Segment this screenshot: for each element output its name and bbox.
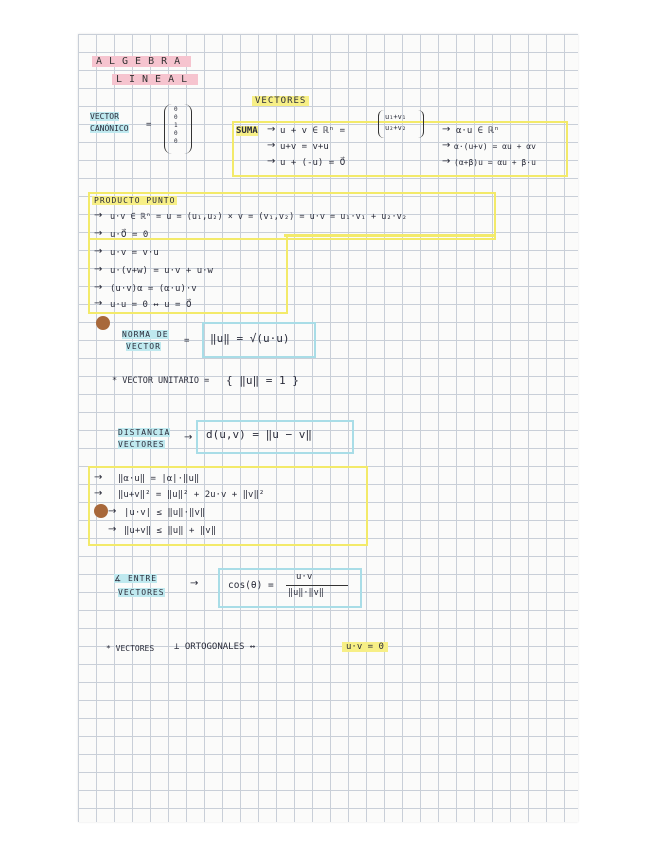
arrow-icon: → bbox=[108, 524, 117, 535]
sum-column-vector bbox=[378, 110, 424, 138]
ortogonales-text: ⊥ ORTOGONALES ↔ bbox=[174, 642, 256, 652]
angulo-denominator: ‖u‖·‖v‖ bbox=[288, 588, 324, 598]
angulo-numerator: u·v bbox=[296, 572, 313, 582]
suma-label: SUMA bbox=[236, 126, 258, 136]
arrow-icon: → bbox=[94, 264, 103, 275]
escalar-rule-3: (α+β)u = αu + β·u bbox=[454, 158, 536, 167]
norma-label-2: VECTOR bbox=[126, 342, 161, 351]
angulo-label-1: ∡ ENTRE bbox=[114, 574, 158, 583]
vector-canonico-label-1: VECTOR bbox=[90, 112, 119, 121]
angulo-label-2: VECTORES bbox=[118, 588, 165, 597]
arrow-icon: → bbox=[108, 506, 117, 517]
desigualdad-1: ‖α·u‖ = |α|·‖u‖ bbox=[118, 474, 200, 484]
norma-label-1: NORMA DE bbox=[122, 330, 169, 339]
arrow-icon: → bbox=[190, 578, 199, 589]
arrow-icon: → bbox=[184, 432, 193, 443]
desigualdad-2: ‖u+v‖² = ‖u‖² + 2u·v + ‖v‖² bbox=[118, 490, 265, 500]
norma-formula: ‖u‖ = √(u·u) bbox=[210, 332, 290, 345]
arrow-icon: → bbox=[94, 282, 103, 293]
unitario-formula: { ‖u‖ = 1 } bbox=[226, 374, 299, 387]
escalar-rule-1: α·u ∈ ℝⁿ bbox=[456, 126, 500, 136]
suma-rule-3: u + (-u) = 0⃗ bbox=[280, 158, 346, 168]
producto-rule-4: (u·v)α = (α·u)·v bbox=[110, 284, 197, 294]
vector-canonico-eq: = bbox=[146, 120, 152, 130]
title-line-2: LINEAL bbox=[112, 74, 198, 85]
arrow-icon: → bbox=[267, 156, 276, 167]
arrow-icon: → bbox=[94, 246, 103, 257]
notebook-page bbox=[78, 34, 578, 822]
producto-rule-2: u·v = v·u bbox=[110, 248, 159, 258]
angulo-formula-left: cos(θ) = bbox=[228, 580, 274, 591]
suma-rule-1: u + v ∈ ℝⁿ = bbox=[280, 126, 346, 136]
arrow-icon: → bbox=[267, 140, 276, 151]
arrow-icon: → bbox=[267, 124, 276, 135]
producto-punto-heading: PRODUCTO PUNTO bbox=[94, 196, 176, 205]
suma-rule-2: u+v = v+u bbox=[280, 142, 329, 152]
fraction-bar bbox=[286, 585, 348, 586]
arrow-icon: → bbox=[94, 488, 103, 499]
arrow-icon: → bbox=[94, 210, 103, 221]
arrow-icon: → bbox=[442, 156, 451, 167]
ortogonales-formula: u·v = 0 bbox=[342, 642, 388, 652]
vector-canonico-label-2: CANÓNICO bbox=[90, 124, 129, 133]
producto-rule-3: u·(v+w) = u·v + u·w bbox=[110, 266, 213, 276]
hole-punch bbox=[94, 504, 108, 518]
hole-punch bbox=[96, 316, 110, 330]
vectores-heading: VECTORES bbox=[252, 96, 309, 106]
canonical-vector-entries bbox=[174, 106, 182, 146]
arrow-icon: → bbox=[94, 472, 103, 483]
distancia-label-1: DISTANCIA bbox=[118, 428, 171, 437]
arrow-icon: → bbox=[94, 298, 103, 309]
producto-box-step bbox=[284, 234, 494, 237]
desigualdad-3: |u·v| ≤ ‖u‖·‖v‖ bbox=[124, 508, 206, 518]
arrow-icon: → bbox=[442, 124, 451, 135]
unitario-label: * VECTOR UNITARIO = bbox=[112, 376, 210, 386]
canonical-entry-5: 0 bbox=[174, 138, 178, 145]
producto-punto-def: u·v ∈ ℝⁿ = u = (u₁,u₂) × v = (v₁,v₂) = u·v = u₁·v₁ + u₂·v₂ bbox=[110, 212, 407, 222]
sum-col-2: u₂+v₂ bbox=[385, 124, 407, 132]
ortogonales-label: * VECTORES bbox=[106, 644, 155, 653]
canonical-entry-2: 0 bbox=[174, 114, 178, 121]
canonical-entry-1: 0 bbox=[174, 106, 178, 113]
desigualdad-4: ‖u+v‖ ≤ ‖u‖ + ‖v‖ bbox=[124, 526, 217, 536]
title-line-1: ALGEBRA bbox=[92, 56, 191, 67]
norma-eq: = bbox=[184, 336, 190, 346]
canonical-vector-bracket bbox=[164, 104, 192, 154]
arrow-icon: → bbox=[442, 140, 451, 151]
sum-col-1: u₁+v₁ bbox=[385, 113, 407, 121]
distancia-label-2: VECTORES bbox=[118, 440, 165, 449]
distancia-formula: d(u,v) = ‖u − v‖ bbox=[206, 428, 312, 441]
canonical-entry-4: 0 bbox=[174, 130, 178, 137]
canonical-entry-3: 1 bbox=[174, 122, 178, 129]
producto-rule-5: u·u = 0 ↔ u = 0⃗ bbox=[110, 300, 192, 310]
escalar-rule-2: α·(u+v) = αu + αv bbox=[454, 142, 536, 151]
arrow-icon: → bbox=[94, 228, 103, 239]
producto-rule-1: u·0⃗ = 0 bbox=[110, 230, 149, 240]
